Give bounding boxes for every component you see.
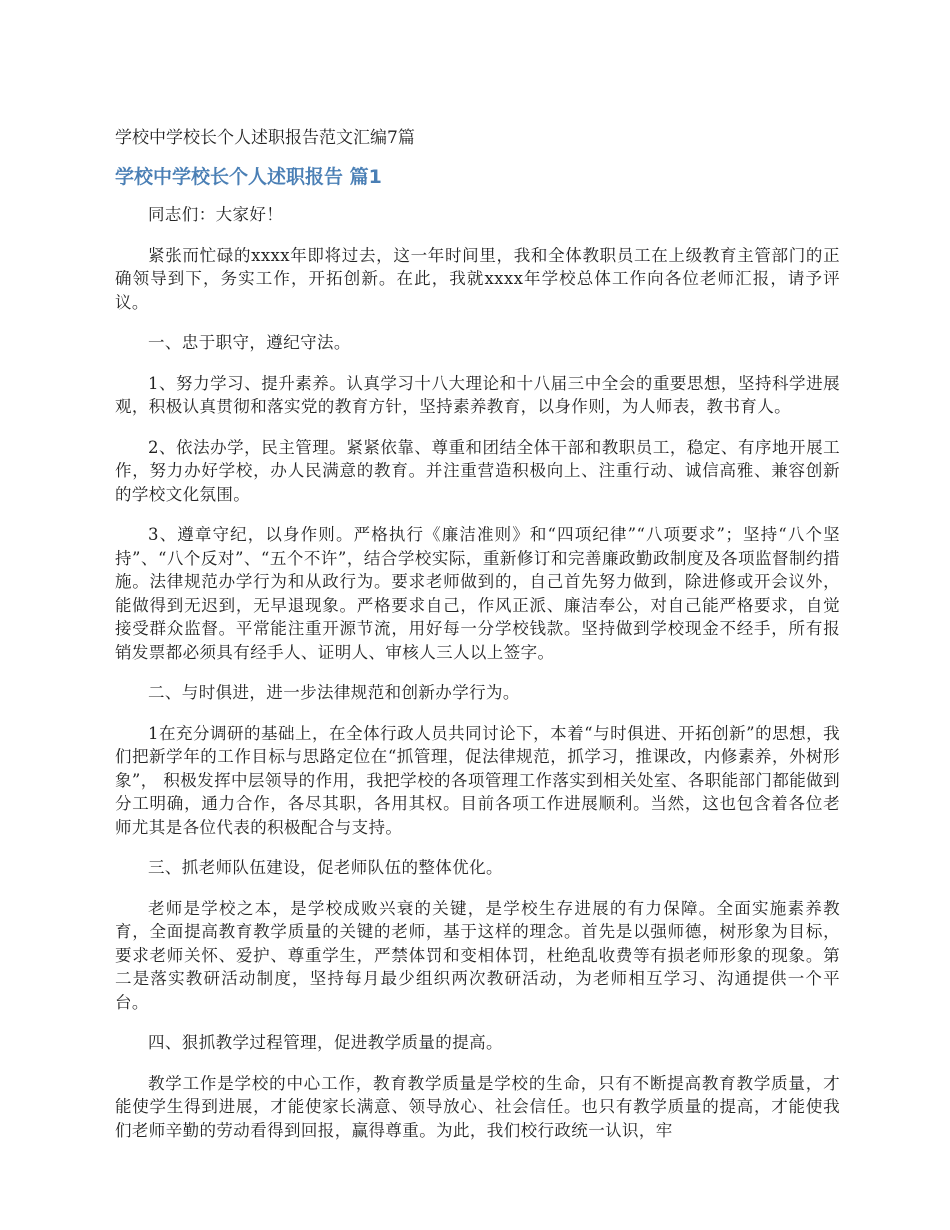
paragraph-heading: 三、抓老师队伍建设，促老师队伍的整体优化。	[148, 858, 503, 877]
paragraph: 1在充分调研的基础上，在全体行政人员共同讨论下，本着“与时俱进、开拓创新”的思想，我们把新学年的工作目标与思路定位在“抓管理，促法律规范，抓学习，推课改，内修素养，外树形象”， 积极发挥中层领导的作用，我把学校的各项管理工作落实到相关处室、各职能部门都能做到分工明确，通力合作，各尽其职，各用其权。目前各项工作进展顺利。当然，这也包含着各位老师尤其是各位代表的积极配合与支持。	[115, 723, 840, 837]
document-body	[115, 203, 840, 1159]
paragraph: 2、依法办学，民主管理。紧紧依靠、尊重和团结全体干部和教职员工，稳定、有序地开展工作，努力办好学校，办人民满意的教育。并注重营造积极向上、注重行动、诚信高雅、兼容创新的学校文化氛围。	[115, 437, 840, 504]
paragraph-heading: 二、与时俱进，进一步法律规范和创新办学行为。	[148, 683, 520, 702]
paragraph: 老师是学校之本，是学校成败兴衰的关键，是学校生存进展的有力保障。全面实施素养教育，全面提高教育教学质量的关键的老师，基于这样的理念。首先是以强师德，树形象为目标，要求老师关怀、爱护、尊重学生，严禁体罚和变相体罚，杜绝乱收费等有损老师形象的现象。第二是落实教研活动制度，坚持每月最少组织两次教研活动，为老师相互学习、沟通提供一个平台。	[115, 898, 840, 1012]
paragraph: 3、遵章守纪，以身作则。严格执行《廉洁准则》和“四项纪律”“八项要求”；坚持“八个坚持”、“八个反对”、“五个不许”，结合学校实际，重新修订和完善廉政勤政制度及各项监督制约措施。法律规范办学行为和从政行为。要求老师做到的，自己首先努力做到，除进修或开会议外，能做得到无迟到，无早退现象。严格要求自己，作风正派、廉洁奉公，对自己能严格要求，自觉接受群众监督。平常能注重开源节流，用好每一分学校钱款。坚持做到学校现金不经手，所有报销发票都必须具有经手人、证明人、审核人三人以上签字。	[115, 525, 840, 662]
paragraph: 教学工作是学校的中心工作，教育教学质量是学校的生命，只有不断提高教育教学质量，才能使学生得到进展，才能使家长满意、领导放心、社会信任。也只有教学质量的提高，才能使我们老师辛勤的劳动看得到回报，赢得尊重。为此，我们校行政统一认识，牢	[115, 1073, 840, 1140]
section-heading: 学校中学校长个人述职报告 篇1	[115, 166, 382, 188]
paragraph: 1、努力学习、提升素养。认真学习十八大理论和十八届三中全会的重要思想，坚持科学进展观，积极认真贯彻和落实党的教育方针，坚持素养教育，以身作则，为人师表，教书育人。	[115, 373, 840, 416]
paragraph-heading: 一、忠于职守，遵纪守法。	[148, 333, 351, 352]
paragraph-greeting: 同志们：大家好！	[148, 205, 284, 224]
document-title: 学校中学校长个人述职报告范文汇编7篇	[115, 128, 415, 148]
paragraph-heading: 四、狠抓教学过程管理，促进教学质量的提高。	[148, 1033, 503, 1052]
paragraph: 紧张而忙碌的xxxx年即将过去，这一年时间里，我和全体教职员工在上级教育主管部门的正确领导到下，务实工作，开拓创新。在此，我就xxxx年学校总体工作向各位老师汇报，请予评议。	[115, 245, 840, 312]
